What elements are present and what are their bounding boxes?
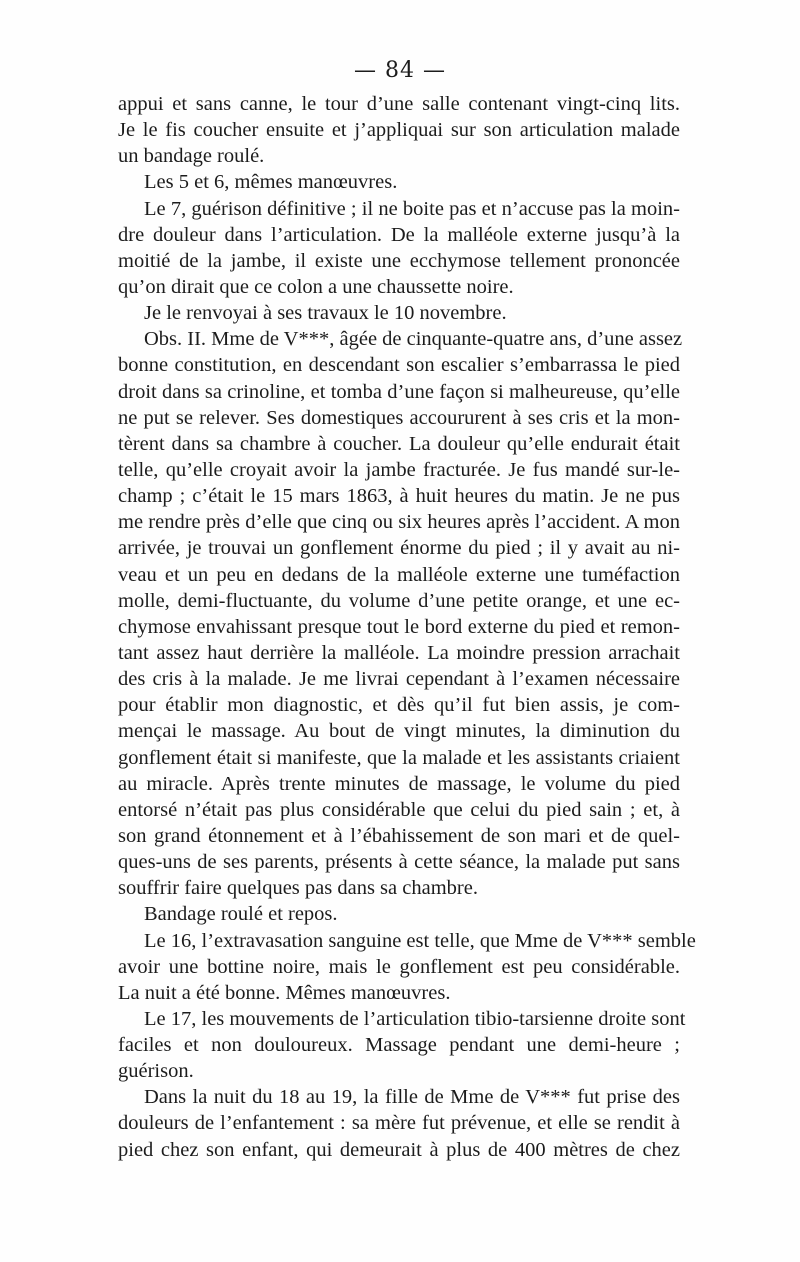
text-line: droit dans sa crinoline, et tomba d’une façon si malheureuse, qu’elle: [118, 380, 680, 403]
text-line: Le 7, guérison définitive ; il ne boite pas et n’accuse pas la moin-: [144, 197, 680, 220]
text-line: pied chez son enfant, qui demeurait à plus de 400 mètres de chez: [118, 1138, 680, 1161]
page-number: — 84 —: [354, 58, 446, 83]
text-line: tant assez haut derrière la malléole. La moindre pression arrachait: [118, 641, 680, 664]
text-line: Le 17, les mouvements de l’articulation tibio-tarsienne droite sont: [144, 1007, 686, 1030]
text-line: bonne constitution, en descendant son escalier s’embarrassa le pied: [118, 354, 680, 377]
text-line: souffrir faire quelques pas dans sa chambre.: [118, 877, 478, 900]
text-line: La nuit a été bonne. Mêmes manœuvres.: [118, 981, 451, 1004]
text-line: arrivée, je trouvai un gonflement énorme du pied ; il y avait au ni-: [118, 537, 680, 560]
text-line: molle, demi-fluctuante, du volume d’une petite orange, et une ec-: [118, 589, 680, 612]
text-line: dre douleur dans l’articulation. De la malléole externe jusqu’à la: [118, 223, 680, 246]
text-line: ne put se relever. Ses domestiques accoururent à ses cris et la mon-: [118, 406, 680, 429]
text-line: gonflement était si manifeste, que la malade et les assistants criaient: [118, 746, 680, 769]
text-line: chymose envahissant presque tout le bord externe du pied et remon-: [118, 615, 680, 638]
text-line: appui et sans canne, le tour d’une salle contenant vingt-cinq lits.: [118, 93, 680, 115]
text-line: Les 5 et 6, mêmes manœuvres.: [144, 171, 398, 194]
text-line: son grand étonnement et à l’ébahissement de son mari et de quel-: [118, 824, 680, 847]
text-line: Obs. II. Mme de V***, âgée de cinquante-quatre ans, d’une assez: [144, 328, 683, 351]
text-line: me rendre près d’elle que cinq ou six heures après l’accident. A mon: [118, 511, 680, 534]
text-line: faciles et non douloureux. Massage pendant une demi-heure ;: [118, 1034, 680, 1057]
text-line: entorsé n’était pas plus considérable que celui du pied sain ; et, à: [118, 798, 680, 821]
text-line: Je le renvoyai à ses travaux le 10 novembre.: [144, 302, 507, 325]
text-line: qu’on dirait que ce colon a une chaussette noire.: [118, 275, 514, 298]
text-line: ques-uns de ses parents, présents à cette séance, la malade put sans: [118, 851, 680, 874]
text-line: guérison.: [118, 1060, 194, 1083]
text-line: moitié de la jambe, il existe une ecchymose tellement prononcée: [118, 249, 680, 272]
text-line: des cris à la malade. Je me livrai cependant à l’examen nécessaire: [118, 668, 680, 691]
text-line: tèrent dans sa chambre à coucher. La douleur qu’elle endurait était: [118, 432, 680, 455]
text-line: douleurs de l’enfantement : sa mère fut prévenue, et elle se rendit à: [118, 1112, 680, 1135]
text-line: au miracle. Après trente minutes de massage, le volume du pied: [118, 772, 680, 795]
text-line: Bandage roulé et repos.: [144, 903, 338, 926]
text-line: Je le fis coucher ensuite et j’appliquai sur son articulation malade: [118, 119, 680, 142]
text-line: veau et un peu en dedans de la malléole externe une tuméfaction: [118, 563, 680, 586]
text-line: avoir une bottine noire, mais le gonflement est peu considérable.: [118, 955, 680, 978]
text-line: Le 16, l’extravasation sanguine est telle, que Mme de V*** semble: [144, 929, 696, 952]
body-text: [118, 91, 696, 1163]
text-line: mençai le massage. Au bout de vingt minutes, la diminution du: [118, 720, 680, 743]
text-line: Dans la nuit du 18 au 19, la fille de Mme de V*** fut prise des: [144, 1086, 680, 1109]
text-line: champ ; c’était le 15 mars 1863, à huit heures du matin. Je ne pus: [118, 485, 680, 508]
text-line: telle, qu’elle croyait avoir la jambe fracturée. Je fus mandé sur-le-: [118, 458, 680, 481]
text-line: pour établir mon diagnostic, et dès qu’il fut bien assis, je com-: [118, 694, 680, 717]
text-line: un bandage roulé.: [118, 145, 265, 168]
